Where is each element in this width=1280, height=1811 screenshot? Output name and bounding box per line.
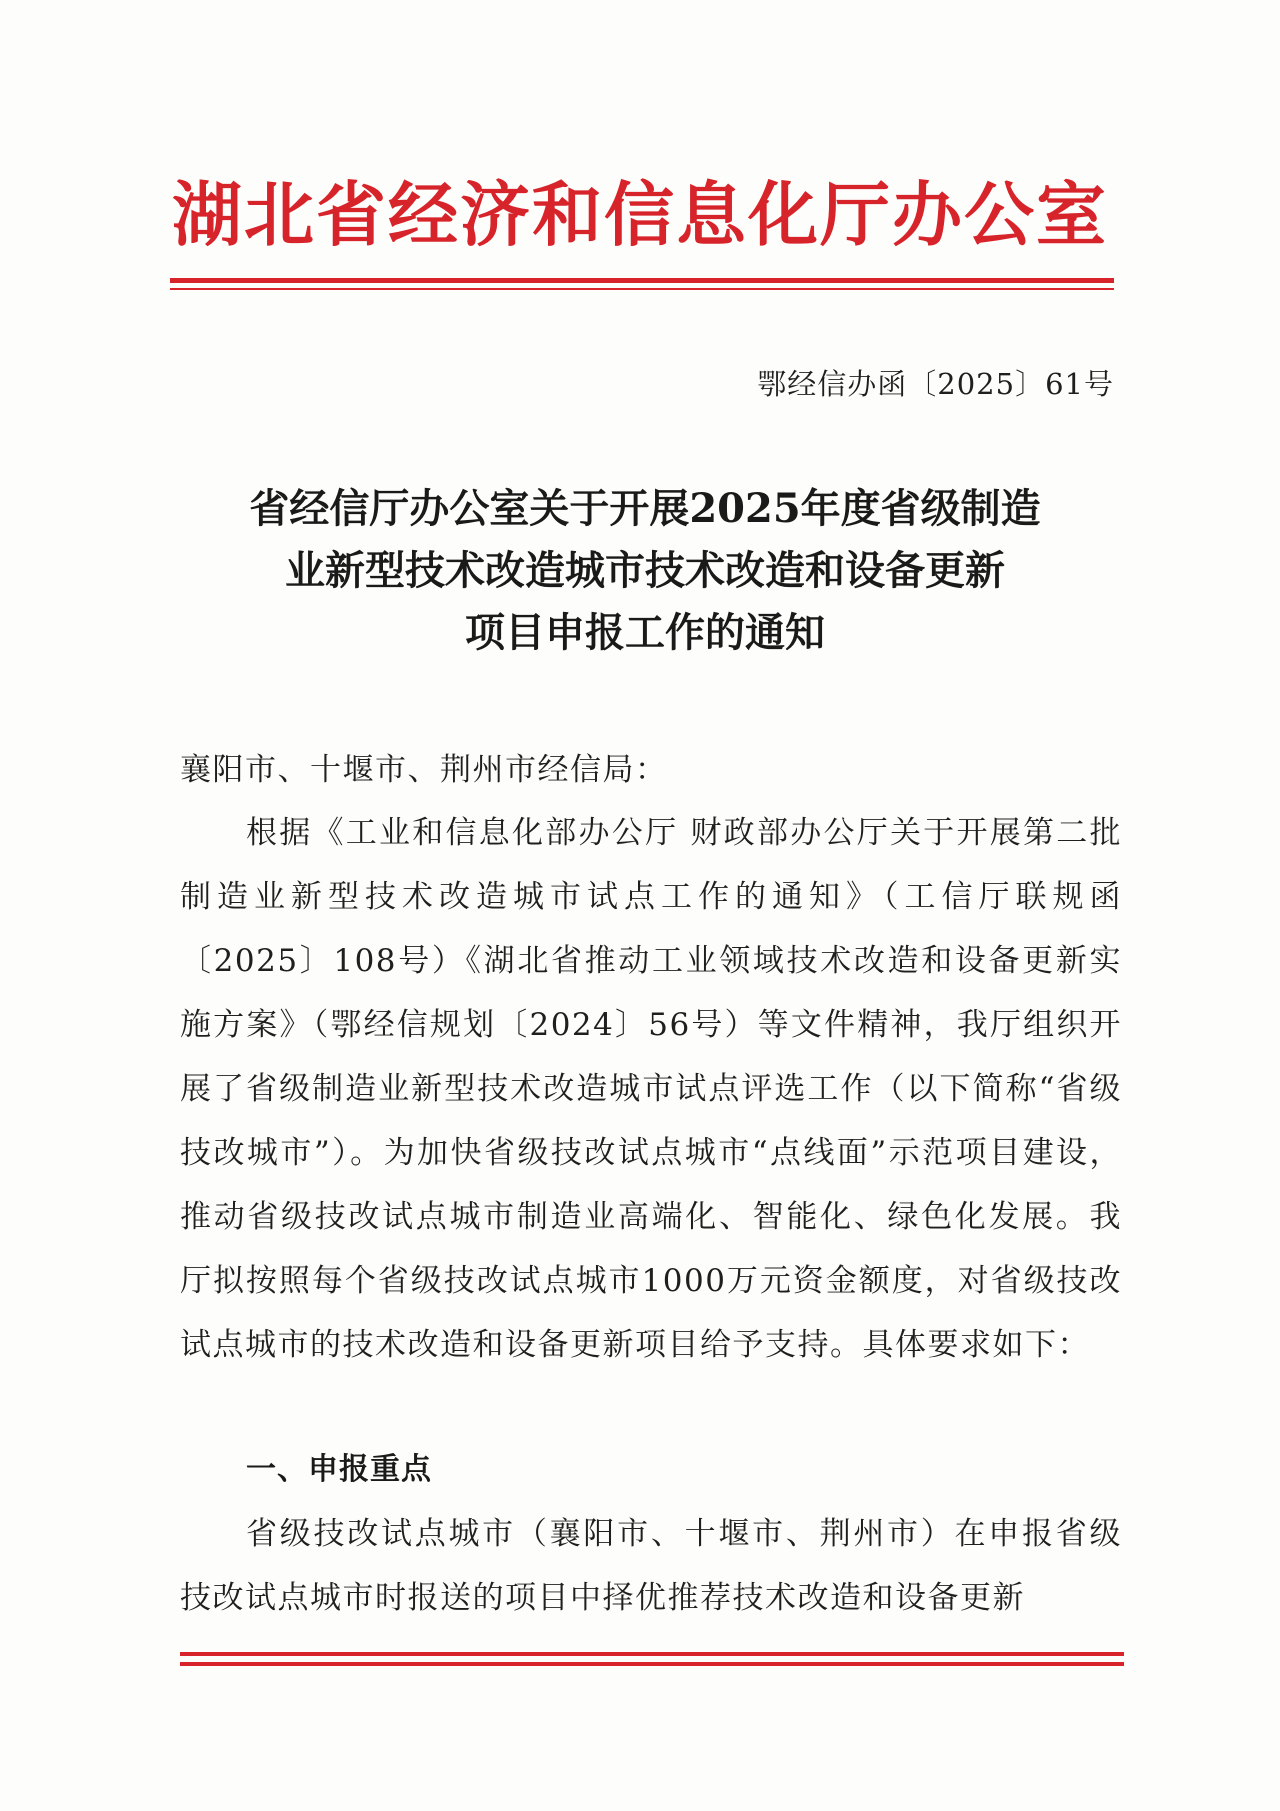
header-rule-thick xyxy=(170,278,1114,283)
document-title-line-1: 省经信厅办公室关于开展2025年度省级制造 xyxy=(249,485,1041,532)
body-paragraph-1: 根据《工业和信息化部办公厅 财政部办公厅关于开展第二批制造业新型技术改造城市试点工作的通知》（工信厅联规函〔2025〕108号）《湖北省推动工业领域技术改造和设备更新实施方案》（鄂经信规划〔2024〕56号）等文件精神，我厅组织开展了省级制造业新型技术改造城市试点评选工作（以下简称“省级技改城市”）。为加快省级技改试点城市“点线面”示范项目建设，推动省级技改试点城市制造业高端化、智能化、绿色化发展。我厅拟按照每个省级技改试点城市1000万元资金额度，对省级技改试点城市的技术改造和设备更新项目给予支持。具体要求如下： xyxy=(180,815,1122,1363)
org-header-title: 湖北省经济和信息化厅办公室 xyxy=(172,174,1108,256)
recipient-line: 襄阳市、十堰市、荆州市经信局： xyxy=(180,752,668,788)
section-heading-1: 一、申报重点 xyxy=(246,1452,432,1487)
document-title-line-2: 业新型技术改造城市技术改造和设备更新 xyxy=(285,547,1005,594)
document-number: 鄂经信办函〔2025〕61号 xyxy=(757,367,1114,401)
document-title xyxy=(160,478,1130,664)
body-paragraph-2: 省级技改试点城市（襄阳市、十堰市、荆州市）在申报省级技改试点城市时报送的项目中择优推荐技术改造和设备更新 xyxy=(180,1516,1122,1616)
footer-rule-thin xyxy=(180,1662,1124,1666)
header-rule-thin xyxy=(170,288,1114,290)
footer-rule-thick xyxy=(180,1652,1124,1656)
document-title-line-3: 项目申报工作的通知 xyxy=(465,609,825,656)
